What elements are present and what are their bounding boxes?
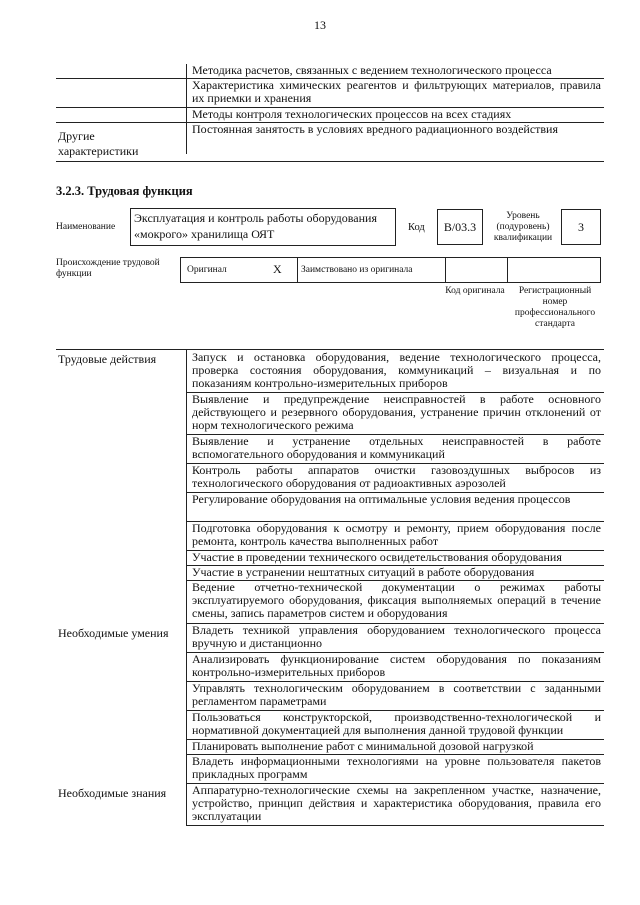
table-cell: Методика расчетов, связанных с ведением технологического процесса: [186, 64, 604, 78]
reg-number-label: Регистрационный номер профессионального стандарта: [514, 286, 596, 329]
top-table: [56, 64, 604, 162]
table-cell: Анализировать функционирование систем оборудования по показаниям контрольно-измерительных приборов: [186, 653, 604, 681]
table-cell: Планировать выполнение работ с минимальной дозовой нагрузкой: [186, 740, 604, 754]
table-cell: Участие в проведении технического освидетельствования оборудования: [186, 551, 604, 565]
main-table: [56, 349, 604, 826]
origin-label: Происхождение трудовой функции: [56, 258, 160, 279]
labor-actions-section: [56, 350, 604, 624]
function-name: Эксплуатация и контроль работы оборудования «мокрого» хранилища ОЯТ: [130, 208, 396, 246]
code-original-cell: [445, 258, 508, 282]
table-cell: Регулирование оборудования на оптимальные условия ведения процессов: [186, 493, 604, 521]
row-label: Другие характеристики: [58, 128, 139, 158]
table-cell: Выявление и предупреждение неисправностей в работе основного действующего и резервного оборудования, устранение причин отклонений от норм технологического режима: [186, 393, 604, 434]
function-code: В/03.3: [437, 209, 483, 245]
table-cell: Контроль работы аппаратов очистки газовоздушных выбросов из технологического оборудования от радиоактивных аэрозолей: [186, 464, 604, 492]
knowledge-label: Необходимые знания: [58, 786, 167, 800]
reg-number-cell: [507, 258, 600, 282]
borrowed-cell: Заимствовано из оригинала: [297, 258, 446, 282]
section-heading: 3.2.3. Трудовая функция: [56, 184, 193, 198]
level-label: Уровень (подуровень) квалификации: [493, 211, 553, 243]
level-value: 3: [561, 209, 601, 245]
table-cell: Ведение отчетно-технической документации о режимах работы эксплуатируемого оборудования, фиксация выполняемых операций в течение смены, запись параметров систем и оборудования: [186, 581, 604, 623]
table-cell: Подготовка оборудования к осмотру и ремонту, прием оборудования после ремонта, контроль качества выполненных работ: [186, 522, 604, 550]
table-cell: Выявление и устранение отдельных неисправностей в работе вспомогательного оборудования и коммуникаций: [186, 435, 604, 463]
table-row: [56, 122, 604, 162]
skills-label: Необходимые умения: [58, 626, 169, 640]
table-cell: Аппаратурно-технологические схемы на закрепленном участке, назначение, устройство, принцип действия и характеристика оборудования, правила его эксплуатации: [186, 784, 604, 825]
name-label: Наименование: [56, 222, 116, 232]
table-cell: Пользоваться конструкторской, производственно-технологической и нормативной документацией для выполнения данной трудовой функции: [186, 711, 604, 739]
table-row: [56, 64, 604, 79]
original-mark: X: [273, 262, 282, 276]
origin-row: [180, 257, 601, 283]
table-cell: Владеть техникой управления оборудованием технологического процесса вручную и дистанционно: [186, 624, 604, 652]
table-cell: Участие в устранении нештатных ситуаций в работе оборудования: [186, 566, 604, 580]
knowledge-section: [56, 784, 604, 826]
table-cell: Управлять технологическим оборудованием в соответствии с заданными регламентом параметрами: [186, 682, 604, 710]
skills-section: [56, 624, 604, 784]
table-cell: Владеть информационными технологиями на уровне пользователя пакетов прикладных программ: [186, 755, 604, 783]
table-cell: Методы контроля технологических процессов на всех стадиях: [186, 108, 604, 122]
table-cell: Характеристика химических реагентов и фильтрующих материалов, правила их приемки и хранения: [186, 79, 604, 106]
original-cell: Оригинал X: [181, 258, 298, 282]
table-row: [56, 108, 604, 122]
code-label: Код: [408, 222, 425, 233]
table-cell: Запуск и остановка оборудования, ведение технологического процесса, проверка состояния оборудования, коммуникаций – визуальная и по показаниям контрольно-измерительных приборов: [186, 350, 604, 392]
table-cell: Постоянная занятость в условиях вредного радиационного воздействия: [186, 123, 604, 154]
labor-actions-label: Трудовые действия: [58, 352, 157, 366]
code-original-label: Код оригинала: [445, 286, 505, 296]
table-row: [56, 79, 604, 107]
page-number: 13: [314, 18, 326, 32]
